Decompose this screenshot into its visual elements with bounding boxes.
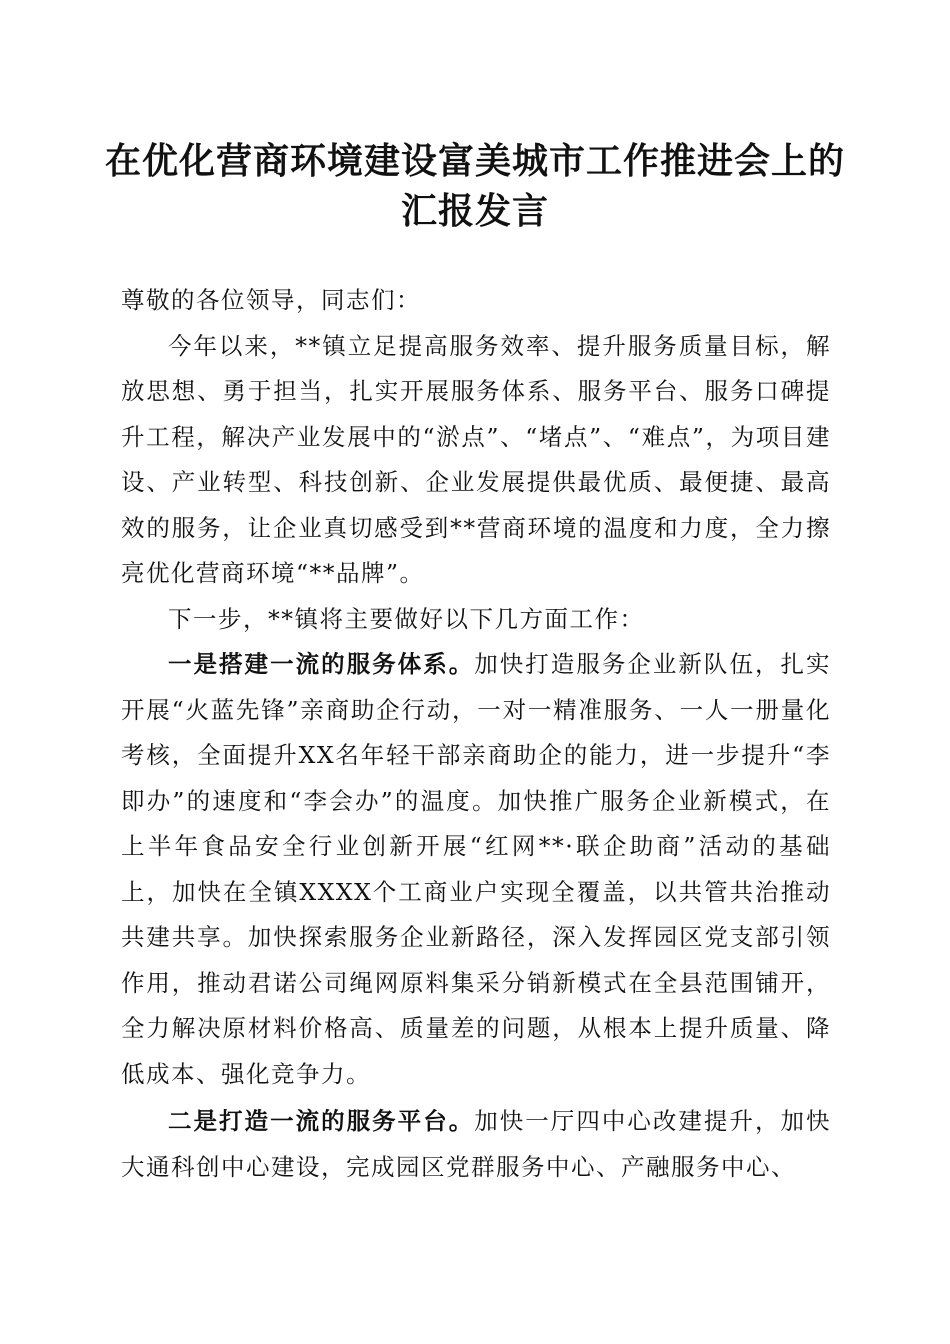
paragraph-section-2 xyxy=(121,1099,831,1190)
title-line-1: 在优化营商环境建设富美城市工作推进会上的 xyxy=(104,140,845,182)
document-title xyxy=(100,136,850,236)
section-1-heading: 一是搭建一流的服务体系。 xyxy=(168,650,475,678)
title-line-2: 汇报发言 xyxy=(400,190,549,232)
section-2-heading: 二是打造一流的服务平台。 xyxy=(168,1107,475,1135)
section-2-text: 加快一厅四中心改建提升，加快大通科创中心建设，完成园区党群服务中心、产融服务中心、 xyxy=(121,1107,832,1181)
salutation: 尊敬的各位领导，同志们： xyxy=(121,286,421,314)
document-body xyxy=(121,278,831,1190)
paragraph-section-1 xyxy=(121,642,831,1097)
paragraph-intro: 今年以来，**镇立足提高服务效率、提升服务质量目标，解放思想、勇于担当，扎实开展服务体系、服务平台、服务口碑提升工程，解决产业发展中的“淤点”、“堵点”、“难点”，为项目建设、产业转型、科技创新、企业发展提供最优质、最便捷、最高效的服务，让企业真切感受到**营商环境的温度和力度，全力擦亮优化营商环境“**品牌”。 xyxy=(121,331,831,587)
section-1-text: 加快打造服务企业新队伍，扎实开展“火蓝先锋”亲商助企行动，一对一精准服务、一人一册量化考核，全面提升XX名年轻干部亲商助企的能力，进一步提升“李即办”的速度和“李会办”的温度。加快推广服务企业新模式，在上半年食品安全行业创新开展“红网**·联企助商”活动的基础上，加快在全镇XXXX个工商业户实现全覆盖，以共管共治推动共建共享。加快探索服务企业新路径，深入发挥园区党支部引领作用，推动君诺公司绳网原料集采分销新模式在全县范围铺开，全力解决原材料价格高、质量差的问题，从根本上提升质量、降低成本、强化竞争力。 xyxy=(121,650,832,1088)
paragraph-next-steps: 下一步，**镇将主要做好以下几方面工作： xyxy=(168,604,645,633)
